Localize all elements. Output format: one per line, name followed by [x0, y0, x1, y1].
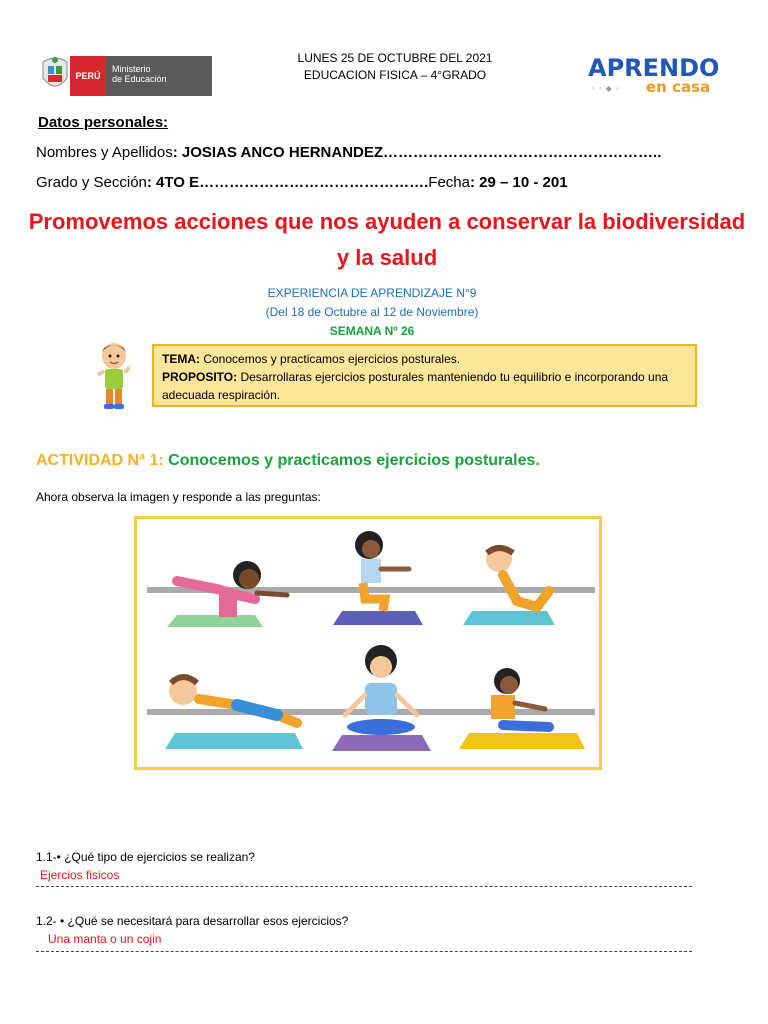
mat-green — [167, 615, 263, 627]
question-1: 1.1-• ¿Qué tipo de ejercicios se realizan? — [36, 850, 255, 864]
logo-dots-icon: ▫◦◆◦ — [592, 84, 623, 93]
header-date-block — [250, 50, 540, 84]
answer-1: Ejercios fisicos — [40, 868, 120, 882]
ministerio-line2: de Educación — [112, 74, 167, 84]
proposito-line — [162, 368, 687, 404]
aprendo-subtitle: en casa — [646, 78, 711, 96]
tema-text: Conocemos y practicamos ejercicios posturales. — [200, 352, 461, 366]
activity-number: ACTIVIDAD Nª 1: — [36, 452, 169, 469]
aprendo-title: APRENDO — [588, 54, 720, 82]
grade-line — [36, 174, 568, 191]
ministerio-label — [112, 64, 167, 84]
mat-teal — [463, 611, 555, 625]
date-line: LUNES 25 DE OCTUBRE DEL 2021 — [297, 51, 493, 65]
ministry-banner — [70, 56, 212, 96]
week-label: SEMANA Nº 26 — [329, 324, 415, 338]
peru-label: PERÚ — [70, 56, 106, 96]
experience-dates: (Del 18 de Octubre al 12 de Noviembre) — [265, 305, 479, 319]
coat-of-arms-icon — [40, 54, 70, 94]
proposito-label: PROPOSITO: — [162, 370, 238, 384]
activity-heading — [36, 452, 540, 470]
name-label: Nombres y Apellidos — [36, 144, 173, 161]
ministerio-line1: Ministerio — [112, 64, 151, 74]
ministry-logo — [36, 46, 212, 104]
exercises-drawing — [137, 519, 599, 767]
answer-2: Una manta o un cojin — [48, 932, 162, 946]
proposito-text: Desarrollaras ejercicios posturales manteniendo tu equilibrio e incorporando una adecuada respiración. — [162, 370, 669, 402]
exercise-illustration — [134, 516, 602, 770]
date-value: : 29 – 10 - 201 — [470, 174, 568, 191]
mat-violet — [332, 735, 431, 751]
title-line1: Promovemos acciones que nos ayuden a conservar la biodiversidad — [28, 209, 746, 234]
page-title — [20, 204, 754, 276]
course-line: EDUCACION FISICA – 4°GRADO — [303, 68, 487, 82]
answer-1-line — [36, 886, 692, 887]
tema-line — [162, 350, 687, 368]
answer-2-line — [36, 951, 692, 952]
grade-label: Grado y Sección — [36, 174, 147, 191]
grade-value: : 4TO E………………………………………. — [146, 174, 429, 191]
date-label: Fecha — [428, 174, 470, 191]
activity-instruction: Ahora observa la imagen y responde a las preguntas: — [36, 490, 321, 504]
kid-illustration — [92, 340, 136, 412]
mat-yellow — [459, 733, 585, 749]
personal-data-heading: Datos personales: — [38, 114, 169, 131]
tema-proposito-box — [152, 344, 697, 407]
tema-label: TEMA: — [162, 352, 200, 366]
mat-teal-2 — [165, 733, 303, 749]
mat-purple — [333, 611, 423, 625]
question-2: 1.2- • ¿Qué se necesitará para desarrollar esos ejercicios? — [36, 914, 349, 928]
name-line — [36, 144, 661, 161]
aprendo-en-casa-logo — [588, 56, 730, 96]
name-value: : JOSIAS ANCO HERNANDEZ……………………………………………….. — [172, 144, 662, 161]
experience-block — [200, 284, 544, 322]
experience-title: EXPERIENCIA DE APRENDIZAJE N°9 — [267, 286, 477, 300]
title-line2: y la salud — [336, 245, 438, 270]
activity-title: Conocemos y practicamos ejercicios posturales. — [168, 452, 540, 469]
